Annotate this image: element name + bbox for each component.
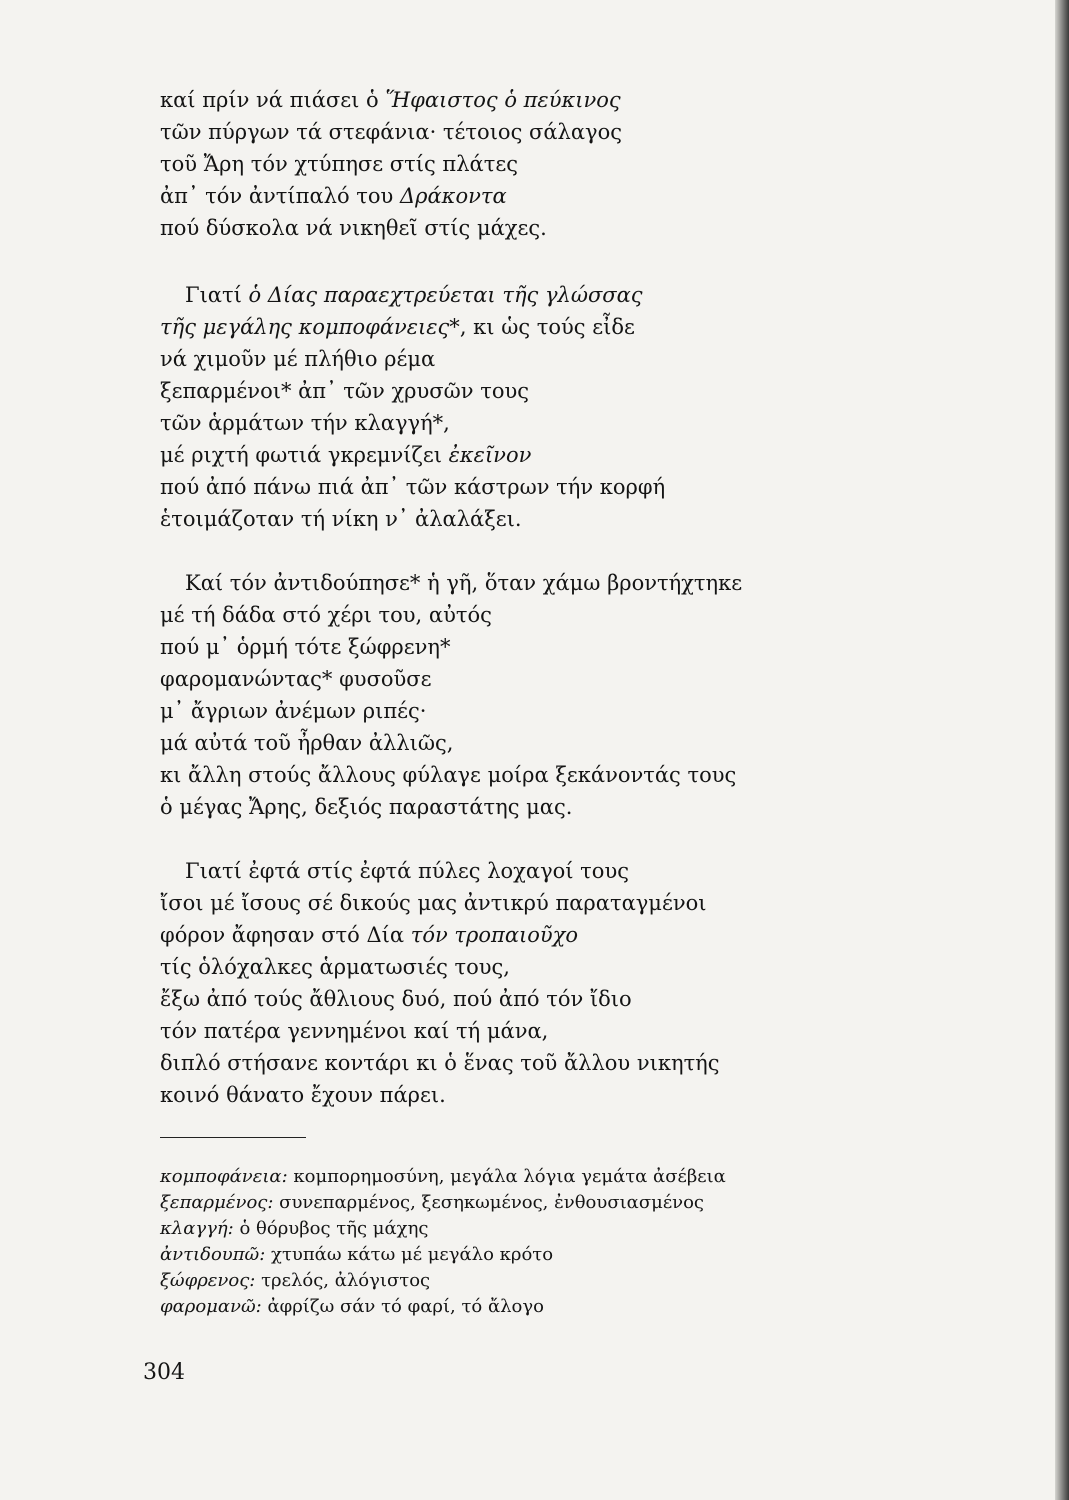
poem-line — [160, 759, 860, 791]
poem-line — [160, 471, 860, 503]
poem-line — [160, 1015, 860, 1047]
line-segment: , κι ὡς τούς εἶδε — [459, 315, 635, 339]
line-segment: νά χιμοῦν μέ πλήθιο ρέμα — [160, 347, 436, 371]
line-segment: μέ τή δάδα στό χέρι του, αὐτός — [160, 603, 492, 627]
poem-line — [160, 791, 860, 823]
poem-line — [160, 727, 860, 759]
poem-line — [160, 503, 860, 535]
poem-line — [160, 951, 860, 983]
line-segment: διπλό στήσανε κοντάρι κι ὁ ἕνας τοῦ ἄλλου νικητής — [160, 1051, 720, 1075]
line-segment: τοῦ Ἄρη τόν χτύπησε στίς πλάτες — [160, 152, 518, 176]
line-segment: Καί τόν ἀντιδούπησε* ἡ γῆ, ὅταν χάμω βροντήχτηκε — [185, 571, 743, 595]
page-edge-shadow — [1055, 0, 1069, 1500]
poem-line — [160, 567, 860, 599]
line-segment: τόν πατέρα γεννημένοι καί τή μάνα, — [160, 1019, 549, 1043]
page-number: 304 — [143, 1360, 185, 1385]
stanza — [160, 279, 860, 535]
line-segment: τίς ὁλόχαλκες ἁρματωσιές τους, — [160, 955, 510, 979]
line-segment: ἴσοι μέ ἴσους σέ δικούς μας ἀντικρύ παραταγμένοι — [160, 891, 707, 915]
poem-line — [160, 599, 860, 631]
line-segment: τῶν πύργων τά στεφάνια· τέτοιος σάλαγος — [160, 120, 622, 144]
footnote — [160, 1164, 860, 1190]
line-segment: τόν τροπαιοῦχο — [410, 923, 579, 947]
poem-line — [160, 279, 860, 311]
line-segment: πού μ᾽ ὁρμή τότε ξώφρενη* — [160, 635, 451, 659]
footnote-definition: συνεπαρμένος, ξεσηκωμένος, ἐνθουσιασμένος — [273, 1192, 705, 1213]
poem-line — [160, 1079, 860, 1111]
footnote — [160, 1190, 860, 1216]
poem-line — [160, 983, 860, 1015]
footnote-definition: ὁ θόρυβος τῆς μάχης — [233, 1218, 429, 1239]
poem-line — [160, 919, 860, 951]
poem-line — [160, 148, 860, 180]
footnote-term: κλαγγή: — [160, 1218, 234, 1239]
poem-line — [160, 116, 860, 148]
footnote — [160, 1216, 860, 1242]
footnote-definition: ἀφρίζω σάν τό φαρί, τό ἄλογο — [261, 1296, 544, 1317]
footnote — [160, 1294, 860, 1320]
stanza — [160, 84, 860, 244]
poem-line — [160, 343, 860, 375]
line-segment: κοινό θάνατο ἔχουν πάρει. — [160, 1083, 446, 1107]
poem-line — [160, 695, 860, 727]
poem-line — [160, 407, 860, 439]
poem-line — [160, 180, 860, 212]
line-segment: ἀπ᾽ τόν ἀντίπαλό του — [160, 184, 400, 208]
footnotes — [160, 1164, 860, 1320]
line-segment: Γιατί ἐφτά στίς ἐφτά πύλες λοχαγοί τους — [185, 859, 629, 883]
poem-line — [160, 375, 860, 407]
line-segment: πού ἀπό πάνω πιά ἀπ᾽ τῶν κάστρων τήν κορφή — [160, 475, 666, 499]
stanza — [160, 567, 860, 823]
line-segment: ἐκεῖνον — [448, 443, 532, 467]
line-segment: τῶν ἁρμάτων τήν κλαγγή*, — [160, 411, 450, 435]
poem-line — [160, 855, 860, 887]
line-segment: καί πρίν νά πιάσει ὁ — [160, 88, 386, 112]
line-segment: φόρον ἄφησαν στό Δία — [160, 923, 411, 947]
poem-line — [160, 439, 860, 471]
line-segment: Γιατί — [185, 283, 249, 307]
line-segment: ὁ Δίας παραεχτρεύεται τῆς γλώσσας — [248, 283, 643, 307]
line-segment: Ἥφαιστος ὁ πεύκινος — [385, 88, 621, 112]
poem-line — [160, 84, 860, 116]
stanza — [160, 855, 860, 1111]
line-segment: τῆς μεγάλης κομποφάνειες* — [160, 315, 460, 339]
line-segment: πού δύσκολα νά νικηθεῖ στίς μάχες. — [160, 216, 547, 240]
line-segment: φαρομανώντας* φυσοῦσε — [160, 667, 432, 691]
footnote-term: φαρομανῶ: — [160, 1296, 262, 1317]
line-segment: κι ἄλλη στούς ἄλλους φύλαγε μοίρα ξεκάνοντάς τους — [160, 763, 737, 787]
line-segment: ἔξω ἀπό τούς ἄθλιους δυό, πού ἀπό τόν ἴδιο — [160, 987, 632, 1011]
footnote-term: κομποφάνεια: — [160, 1166, 288, 1187]
line-segment: μέ ριχτή φωτιά γκρεμνίζει — [160, 443, 449, 467]
line-segment: μά αὐτά τοῦ ἦρθαν ἀλλιῶς, — [160, 731, 454, 755]
poem-line — [160, 663, 860, 695]
line-segment: ἑτοιμάζοταν τή νίκη ν᾽ ἀλαλάξει. — [160, 507, 522, 531]
line-segment: ξεπαρμένοι* ἀπ᾽ τῶν χρυσῶν τους — [160, 379, 529, 403]
footnote-term: ξώφρενος: — [160, 1270, 256, 1291]
poem-line — [160, 887, 860, 919]
poem-line — [160, 631, 860, 663]
footnote-definition: κομπορημοσύνη, μεγάλα λόγια γεμάτα ἀσέβεια — [287, 1166, 726, 1187]
footnote-term: ξεπαρμένος: — [160, 1192, 274, 1213]
poem-line — [160, 212, 860, 244]
footnote-term: ἀντιδουπῶ: — [160, 1244, 266, 1265]
line-segment: μ᾽ ἄγριων ἀνέμων ριπές· — [160, 699, 427, 723]
footnote — [160, 1242, 860, 1268]
footnote-divider — [160, 1137, 306, 1138]
poem-line — [160, 1047, 860, 1079]
footnote-definition: χτυπάω κάτω μέ μεγάλο κρότο — [265, 1244, 554, 1265]
poem-line — [160, 311, 860, 343]
line-segment: ὁ μέγας Ἄρης, δεξιός παραστάτης μας. — [160, 795, 573, 819]
line-segment: Δράκοντα — [399, 184, 507, 208]
footnote-definition: τρελός, ἀλόγιστος — [255, 1270, 431, 1291]
footnote — [160, 1268, 860, 1294]
